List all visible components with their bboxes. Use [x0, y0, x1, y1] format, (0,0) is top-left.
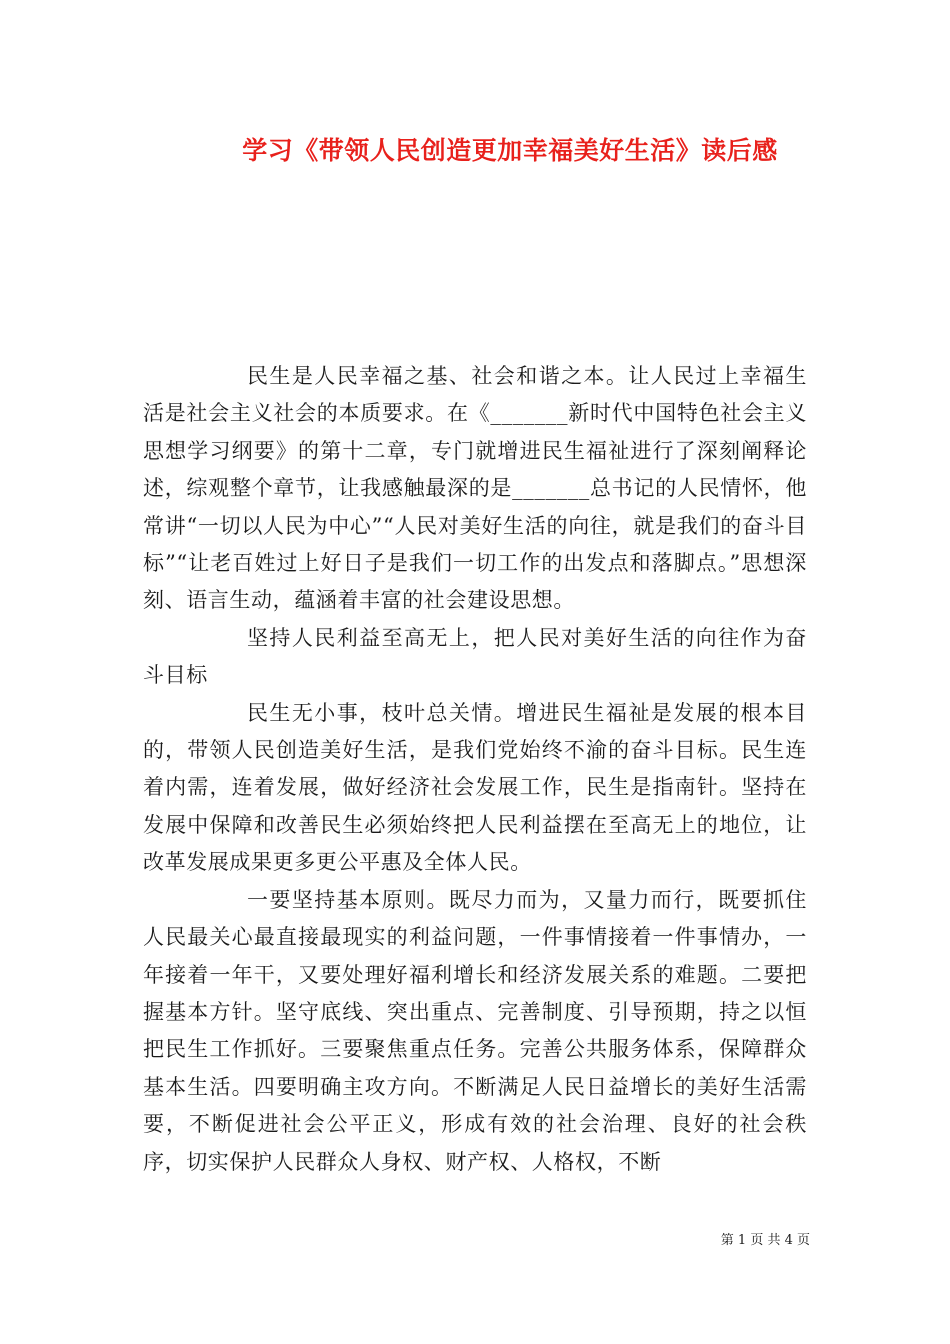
paragraph-1: 民生是人民幸福之基、社会和谐之本。让人民过上幸福生活是社会主义社会的本质要求。在《_______新时代中国特色社会主义思想学习纲要》的第十二章，专门就增进民生福祉进行了深刻阐释论述，综观整个章节，让我感触最深的是_______总书记的人民情怀，他常讲“一切以人民为中心”“人民对美好生活的向往，就是我们的奋斗目标”“让老百姓过上好日子是我们一切工作的出发点和落脚点。”思想深刻、语言生动，蕴涵着丰富的社会建设思想。 [143, 364, 807, 613]
paragraph-2-heading: 坚持人民利益至高无上，把人民对美好生活的向往作为奋斗目标 [143, 625, 807, 688]
paragraph-4: 一要坚持基本原则。既尽力而为，又量力而行，既要抓住人民最关心最直接最现实的利益问题，一件事情接着一件事情办，一年接着一年干，又要处理好福利增长和经济发展关系的难题。二要把握基本方针。坚守底线、突出重点、完善制度、引导预期，持之以恒把民生工作抓好。三要聚焦重点任务。完善公共服务体系，保障群众基本生活。四要明确主攻方向。不断满足人民日益增长的美好生活需要，不断促进社会公平正义，形成有效的社会治理、良好的社会秩序，切实保护人民群众人身权、财产权、人格权，不断 [143, 887, 807, 1174]
document-body [143, 358, 807, 1181]
page-number-footer: 第 1 页 共 4 页 [720, 1233, 810, 1248]
document-title: 学习《带领人民创造更加幸福美好生活》读后感 [242, 136, 778, 165]
paragraph-3: 民生无小事，枝叶总关情。增进民生福祉是发展的根本目的，带领人民创造美好生活，是我们党始终不渝的奋斗目标。民生连着内需，连着发展，做好经济社会发展工作，民生是指南针。坚持在发展中保障和改善民生必须始终把人民利益摆在至高无上的地位，让改革发展成果更多更公平惠及全体人民。 [143, 700, 807, 875]
